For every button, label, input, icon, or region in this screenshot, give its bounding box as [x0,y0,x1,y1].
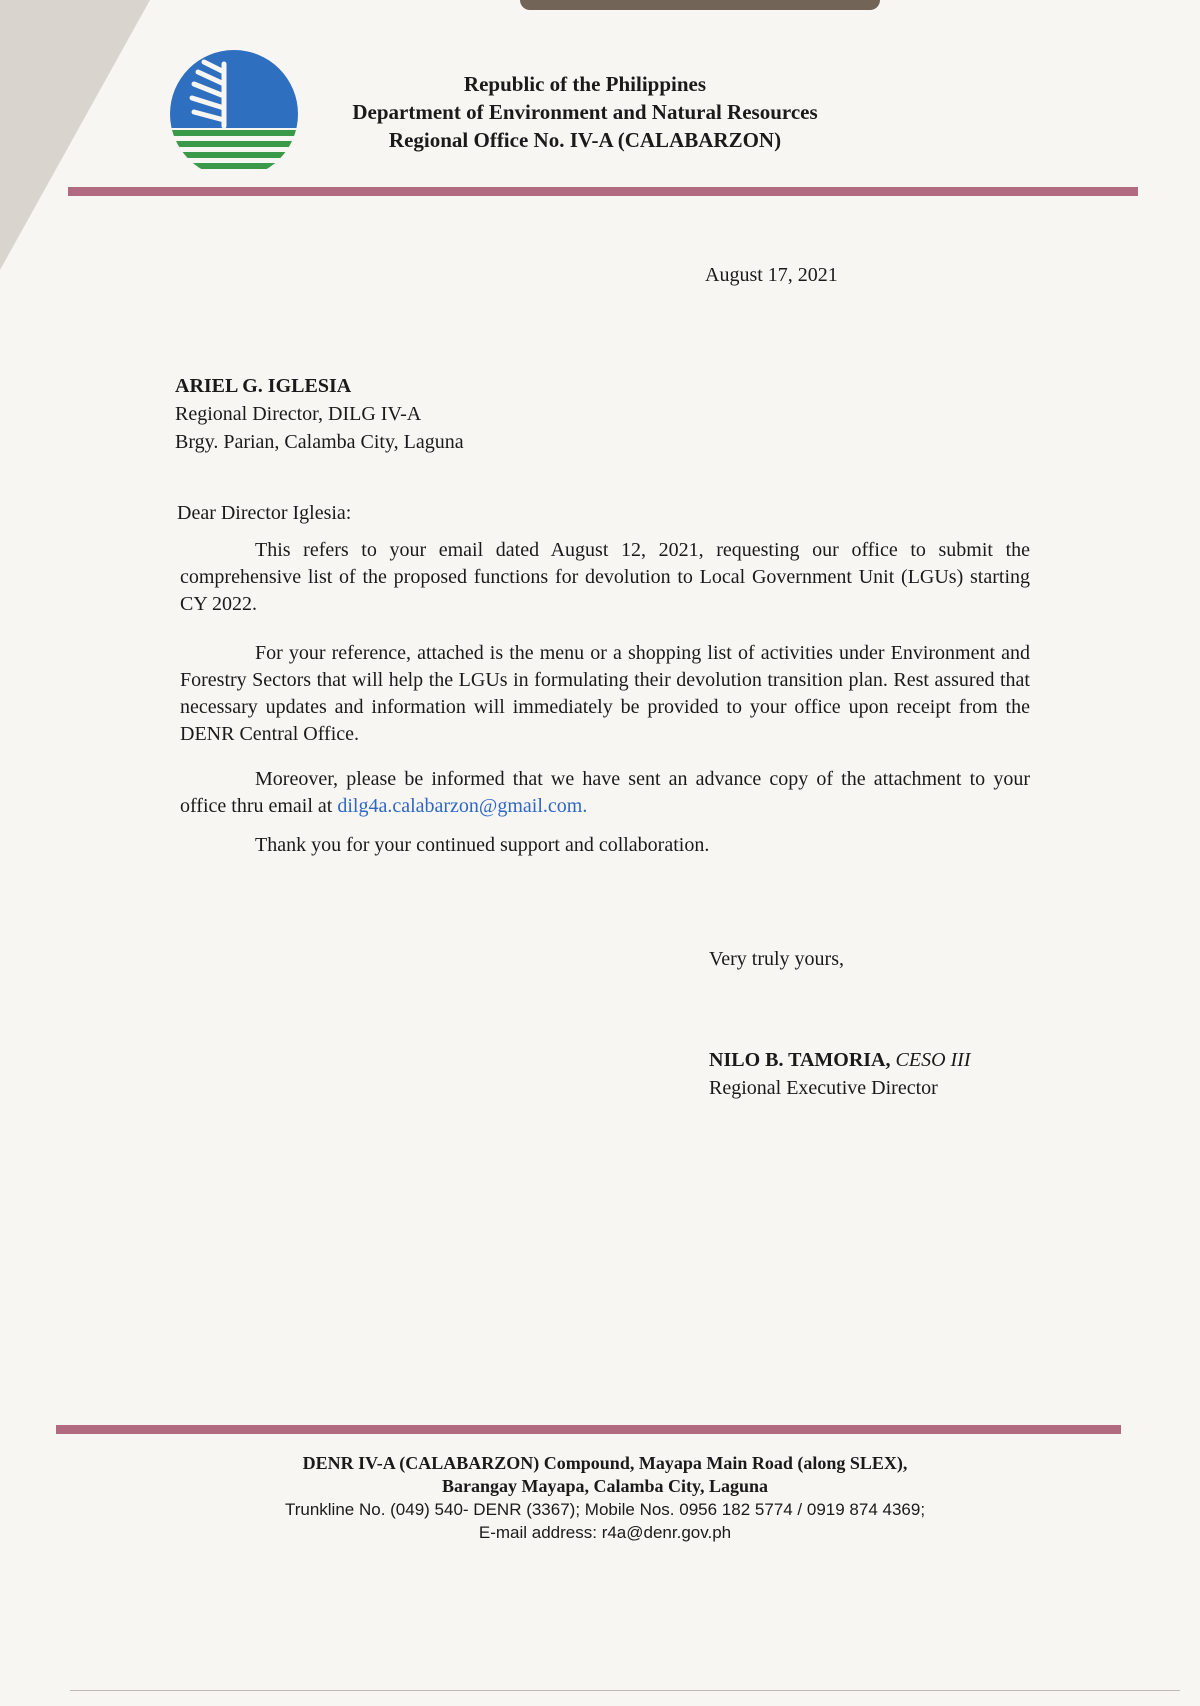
signatory-position: Regional Executive Director [709,1077,938,1099]
page-corner-fold [0,0,150,270]
top-edge-shadow [520,0,880,10]
denr-logo-icon [164,44,304,184]
letterhead-line1: Republic of the Philippines [463,72,707,96]
addressee-block [175,372,464,456]
letterhead-line2: Department of Environment and Natural Resources [352,100,818,124]
body-paragraph-3 [180,766,1030,820]
signatory-title: CESO III [895,1049,971,1071]
addressee-name: ARIEL G. IGLESIA [175,375,352,397]
addressee-address: Brgy. Parian, Calamba City, Laguna [175,431,464,453]
letter-date: August 17, 2021 [705,264,838,286]
footer-address-line2: Barangay Mayapa, Calamba City, Laguna [441,1476,769,1496]
closing: Very truly yours, [709,948,844,970]
header-divider [68,187,1138,196]
footer-phone: Trunkline No. (049) 540- DENR (3367); Mobile Nos. 0956 182 5774 / 0919 874 4369; [284,1500,926,1519]
email-link[interactable]: dilg4a.calabarzon@gmail.com. [337,795,588,817]
footer [215,1452,995,1544]
body-paragraph-4: Thank you for your continued support and collaboration. [255,834,710,856]
footer-address-line1: DENR IV-A (CALABARZON) Compound, Mayapa Main Road (along SLEX), [302,1453,908,1473]
footer-email: E-mail address: r4a@denr.gov.ph [478,1523,732,1542]
signatory-line [709,1046,971,1074]
signature-block [709,1046,971,1102]
letterhead [300,70,870,154]
body-paragraph-3-text: Moreover, please be informed that we have sent an advance copy of the attachment to your office thru email at [180,768,1030,817]
addressee-position: Regional Director, DILG IV-A [175,403,422,425]
page-bottom-line [70,1690,1180,1691]
letterhead-line3: Regional Office No. IV-A (CALABARZON) [388,128,782,152]
footer-divider [56,1425,1121,1434]
body-paragraph-1: This refers to your email dated August 12, 2021, requesting our office to submit the comprehensive list of the proposed functions for devolution to Local Government Unit (LGUs) starting CY 2022. [180,539,1030,615]
signatory-name: NILO B. TAMORIA, [709,1049,891,1071]
salutation: Dear Director Iglesia: [177,502,352,524]
body-paragraph-2: For your reference, attached is the menu or a shopping list of activities under Environment and Forestry Sectors that will help the LGUs in formulating their devolution transition plan. Rest assured that necessary updates and information will immediately be provided to your office upon receipt from the DENR Central Office. [180,642,1030,745]
